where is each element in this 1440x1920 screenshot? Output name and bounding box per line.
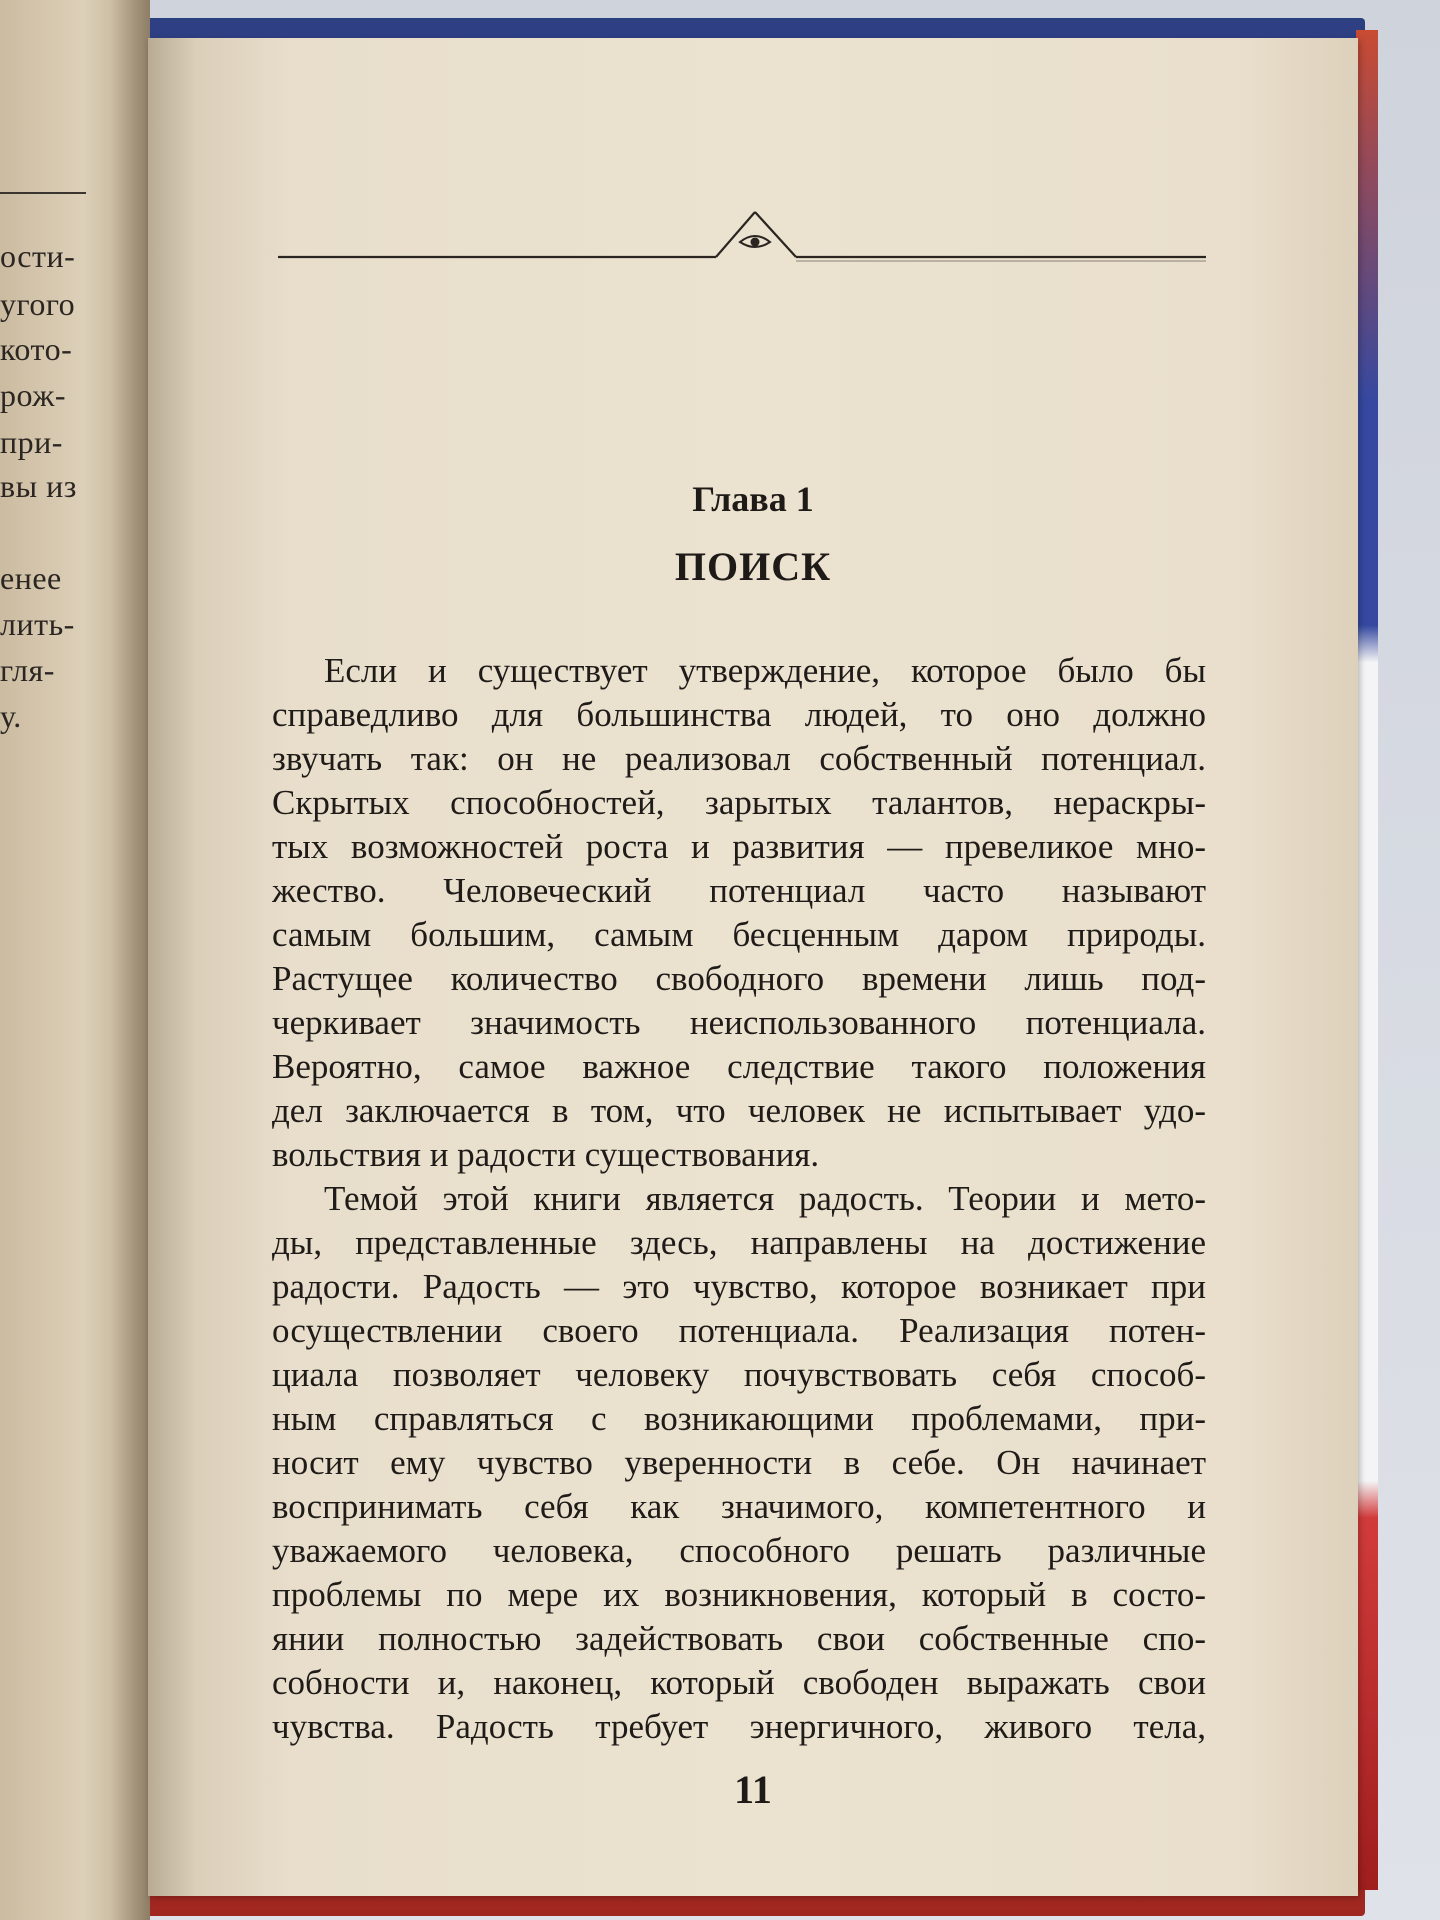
page-number: 11 xyxy=(734,1767,772,1812)
text-line: ным справляться с возникающими проблемами, при- xyxy=(272,1399,1206,1438)
text-line: уважаемого человека, способного решать различные xyxy=(272,1531,1206,1570)
text-line: черкивает значимость неиспользованного потенциала. xyxy=(272,1003,1206,1042)
text-line: справедливо для большинства людей, то оно должно xyxy=(272,695,1206,734)
text-line: радости. Радость — это чувство, которое возникает при xyxy=(272,1267,1206,1306)
previous-page-line: ости- xyxy=(0,238,76,274)
previous-page-header-rule xyxy=(0,192,86,194)
header-ornament xyxy=(278,208,1206,268)
cover-top-edge xyxy=(140,20,1360,38)
book-page xyxy=(148,38,1358,1896)
previous-page-line: енее xyxy=(0,560,62,596)
text-line: вольствия и радости существования. xyxy=(272,1135,820,1174)
previous-page-line: угого xyxy=(0,286,76,322)
text-line: янии полностью задействовать свои собственные спо- xyxy=(272,1619,1206,1658)
text-line: носит ему чувство уверенности в себе. Он начинает xyxy=(272,1443,1206,1482)
previous-page-line: рож- xyxy=(0,377,66,413)
chapter-body xyxy=(272,649,1206,1749)
previous-page-line: кото- xyxy=(0,331,73,367)
chapter-number: Глава 1 xyxy=(692,479,814,519)
text-line: звучать так: он не реализовал собственный потенциал. xyxy=(272,739,1206,778)
eye-in-triangle-icon xyxy=(740,236,770,247)
text-line: Вероятно, самое важное следствие такого положения xyxy=(272,1047,1206,1086)
text-line: Растущее количество свободного времени лишь под- xyxy=(272,959,1206,998)
page-gutter-shadow xyxy=(110,0,150,1920)
previous-page-line: гля- xyxy=(0,652,55,688)
text-line: тых возможностей роста и развития — превеликое мно- xyxy=(272,827,1206,866)
previous-page-line: у. xyxy=(0,698,22,734)
previous-page-line: лить- xyxy=(0,606,75,642)
text-line: Скрытых способностей, зарытых талантов, нераскры- xyxy=(272,783,1206,822)
text-line: чувства. Радость требует энергичного, живого тела, xyxy=(272,1707,1206,1746)
chapter-title: ПОИСК xyxy=(674,544,832,589)
text-line: осуществлении своего потенциала. Реализация потен- xyxy=(272,1311,1206,1350)
text-line: воспринимать себя как значимого, компетентного и xyxy=(272,1487,1206,1526)
text-line: проблемы по мере их возникновения, который в состо- xyxy=(272,1575,1206,1614)
text-line: ды, представленные здесь, направлены на достижение xyxy=(272,1223,1206,1262)
running-header xyxy=(278,208,1206,268)
text-line: собности и, наконец, который свободен выражать свои xyxy=(272,1663,1206,1702)
text-line: циала позволяет человеку почувствовать себя способ- xyxy=(272,1355,1206,1394)
text-line: Темой этой книги является радость. Теории и мето- xyxy=(324,1179,1206,1218)
text-line: Если и существует утверждение, которое было бы xyxy=(324,651,1206,690)
previous-page-line: вы из xyxy=(0,468,77,504)
previous-page-line: при- xyxy=(0,424,63,460)
cover-right-edge xyxy=(1356,30,1378,1890)
text-line: жество. Человеческий потенциал часто называют xyxy=(272,871,1206,910)
previous-page xyxy=(0,0,150,1920)
text-line: дел заключается в том, что человек не испытывает удо- xyxy=(272,1091,1206,1130)
text-line: самым большим, самым бесценным даром природы. xyxy=(272,915,1206,954)
